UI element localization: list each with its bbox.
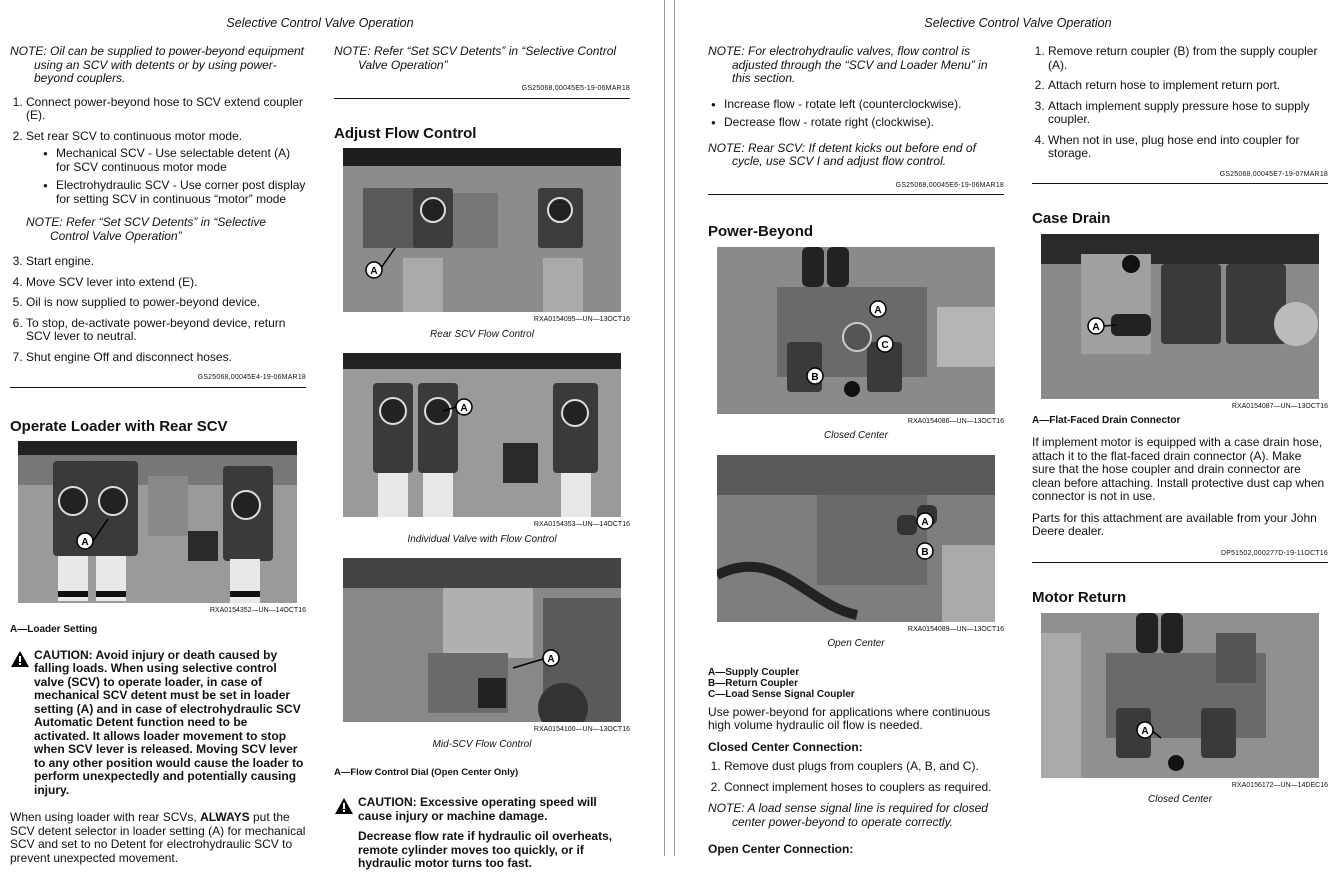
- figure-id: RXA0154087—UN—13OCT16: [1231, 402, 1328, 410]
- note-refer-detents-2: NOTE: Refer “Set SCV Detents” in “Selective Control Valve Operation”: [334, 44, 617, 72]
- heading-case-drain: Case Drain: [1032, 210, 1111, 227]
- right-column-2: [1032, 45, 1328, 807]
- right-column-1: [708, 45, 1004, 863]
- figure-caption: Closed Center: [824, 430, 888, 441]
- step-7: 7. Shut engine Off and disconnect hoses.: [26, 351, 306, 365]
- figure-caption: Open Center: [827, 638, 885, 649]
- svg-text:A: A: [547, 654, 555, 665]
- heading-operate-loader: Operate Loader with Rear SCV: [10, 417, 228, 435]
- right-page: [675, 0, 1339, 856]
- figure-id: RXA0154100—UN—13OCT16: [533, 726, 630, 733]
- figure-id: RXA0154086—UN—13OCT16: [907, 417, 1004, 425]
- flow-bullets: [708, 98, 1004, 130]
- step-1: 1. Connect power-beyond hose to SCV extend coupler (E).: [26, 96, 306, 123]
- figure-caption: Mid-SCV Flow Control: [432, 738, 532, 750]
- step-6: 6. To stop, de-activate power-beyond device, return SCV lever to neutral.: [26, 317, 306, 344]
- reference-code: GS25068,00045E4-19-06MAR18: [10, 371, 306, 388]
- svg-text:A: A: [1092, 321, 1100, 333]
- page-header: Selective Control Valve Operation: [226, 16, 414, 30]
- figure-legend: A—Flow Control Dial (Open Center Only): [334, 767, 519, 778]
- figure-legend: A—Supply Coupler B—Return Coupler C—Load Sense Signal Coupler: [708, 666, 855, 700]
- figure-id: RXA0156172—UN—14DEC16: [1231, 781, 1328, 789]
- note-load-sense: NOTE: A load sense signal line is required for closed center power-beyond to operate correctly.: [708, 801, 988, 829]
- note-refer-detents: NOTE: Refer “Set SCV Detents” in “Selective Control Valve Operation”: [26, 215, 267, 243]
- svg-text:B: B: [811, 371, 819, 383]
- open-center-steps: [1032, 45, 1328, 161]
- individual-valve-photo: [343, 353, 621, 517]
- step-3: 3. Start engine.: [26, 255, 306, 269]
- left-column-2: [334, 45, 630, 871]
- svg-text:A: A: [370, 266, 378, 277]
- case-drain-photo: [1041, 234, 1319, 399]
- steps-list-b: [10, 255, 306, 364]
- step-2: 2. Connect implement hoses to couplers as required.: [724, 781, 1004, 795]
- heading-adjust-flow: Adjust Flow Control: [334, 124, 477, 142]
- page-gutter: [664, 0, 675, 856]
- mid-scv-flow-photo: [343, 558, 621, 722]
- heading-power-beyond: Power-Beyond: [708, 223, 814, 240]
- figure-id: RXA0154353—UN—14OCT16: [533, 521, 630, 528]
- svg-text:A: A: [921, 516, 929, 528]
- heading-motor-return: Motor Return: [1032, 589, 1127, 606]
- caution-speed: CAUTION: Excessive operating speed will cause injury or machine damage. Decrease flow rate if hydraulic oil overheats, remote cylinder moves too quickly, or if hydraulic motor turns too fast.: [334, 796, 630, 871]
- left-column-1: [10, 45, 306, 873]
- step-5: 5. Oil is now supplied to power-beyond device.: [26, 296, 306, 310]
- note-power-beyond: NOTE: Oil can be supplied to power-beyond equipment using an SCV with detents or by using power-beyond couplers.: [10, 44, 304, 85]
- note-electrohydraulic: NOTE: For electrohydraulic valves, flow control is adjusted through the “SCV and Loader Menu” in this section.: [708, 44, 988, 85]
- subheading-closed-center: Closed Center Connection:: [708, 739, 863, 754]
- figure-caption: Individual Valve with Flow Control: [407, 533, 557, 545]
- svg-text:C: C: [881, 339, 889, 351]
- svg-text:A: A: [874, 304, 882, 316]
- steps-list-a: [10, 96, 306, 207]
- step-2: 2. Set rear SCV to continuous motor mode. ● Mechanical SCV - Use selectable detent (A) for SCV continuous motor mode ● Electrohydraulic SCV - Use corner post display for setting SCV in continuous “motor” mode: [26, 130, 306, 207]
- parts-availability: Parts for this attachment are available from your John Deere dealer.: [1032, 510, 1317, 538]
- motor-return-photo: [1041, 613, 1319, 778]
- loader-instruction: When using loader with rear SCVs, ALWAYS put the SCV detent selector in loader setting (A) for mechanical SCV and set to no Detent for electrohydraulic SCV to prevent unexpected movement.: [10, 810, 306, 865]
- step-1: 1. Remove dust plugs from couplers (A, B, and C).: [724, 760, 1004, 774]
- reference-code: GS25068,00045E5-19-06MAR18: [334, 82, 630, 99]
- step-3: 3. Attach implement supply pressure hose to supply coupler.: [1048, 100, 1328, 127]
- reference-code: GS25068,00045E6-19-06MAR18: [708, 179, 1004, 196]
- bullet-list: [26, 147, 306, 206]
- figure-id: RXA0154095—UN—13OCT16: [533, 316, 630, 323]
- figure-legend: A—Flat-Faced Drain Connector: [1032, 415, 1181, 426]
- case-drain-description: If implement motor is equipped with a case drain hose, attach it to the flat-faced drain connector (A). Make sure that the hose coupler and drain connector are clean before attaching. Install protective dust cap when connector is not in use.: [1032, 435, 1325, 503]
- callout-a: A: [81, 537, 89, 548]
- loader-setting-photo: [18, 441, 297, 603]
- figure-legend: A—Loader Setting: [10, 623, 98, 635]
- open-center-photo: [717, 455, 995, 622]
- caution-loader: CAUTION: Avoid injury or death caused by falling loads. When using selective control valve (SCV) to operate loader, in case of mechanical SCV detent must be set in loader setting (A) and in case of electrohydraulic SCV Automatic Detent function need to be activated. It allows loader movement to stop when SCV lever is released. Moving SCV lever to any other position would cause the loader to perform unexpectedly and potentially causing injury.: [10, 649, 306, 798]
- bullet-electrohydraulic: ● Electrohydraulic SCV - Use corner post display for setting SCV in continuous “motor” mode: [56, 179, 306, 206]
- closed-center-photo: [717, 247, 995, 414]
- page-header: Selective Control Valve Operation: [924, 16, 1112, 30]
- figure-id: RXA0154089—UN—13OCT16: [907, 625, 1004, 633]
- svg-text:A: A: [1141, 725, 1149, 737]
- bullet-increase: ● Increase flow - rotate left (counterclockwise).: [724, 98, 1004, 112]
- bullet-mechanical: ● Mechanical SCV - Use selectable detent (A) for SCV continuous motor mode: [56, 147, 306, 174]
- note-rear-scv: NOTE: Rear SCV: If detent kicks out before end of cycle, use SCV I and adjust flow control.: [708, 140, 976, 168]
- reference-code: GS25068,00045E7-19-07MAR18: [1032, 168, 1328, 185]
- closed-center-steps: [708, 760, 1004, 794]
- figure-caption: Closed Center: [1148, 794, 1212, 805]
- bullet-decrease: ● Decrease flow - rotate right (clockwise).: [724, 116, 1004, 130]
- rear-scv-flow-photo: [343, 148, 621, 312]
- step-4: 4. Move SCV lever into extend (E).: [26, 276, 306, 290]
- power-beyond-description: Use power-beyond for applications where continuous high volume hydraulic oil flow is needed.: [708, 704, 991, 732]
- step-1: 1. Remove return coupler (B) from the supply coupler (A).: [1048, 45, 1328, 72]
- warning-icon: [10, 650, 30, 668]
- subheading-open-center: Open Center Connection:: [708, 842, 854, 856]
- svg-text:B: B: [921, 546, 929, 558]
- warning-icon: [334, 797, 354, 815]
- figure-id: RXA0154352—UN—14OCT16: [209, 607, 306, 614]
- left-page: [0, 0, 664, 870]
- step-2: 2. Attach return hose to implement return port.: [1048, 79, 1328, 93]
- step-4: 4. When not in use, plug hose end into coupler for storage.: [1048, 134, 1328, 161]
- reference-code: DP51502,000277D-19-11OCT16: [1032, 547, 1328, 564]
- svg-text:A: A: [460, 403, 468, 414]
- figure-caption: Rear SCV Flow Control: [430, 328, 534, 340]
